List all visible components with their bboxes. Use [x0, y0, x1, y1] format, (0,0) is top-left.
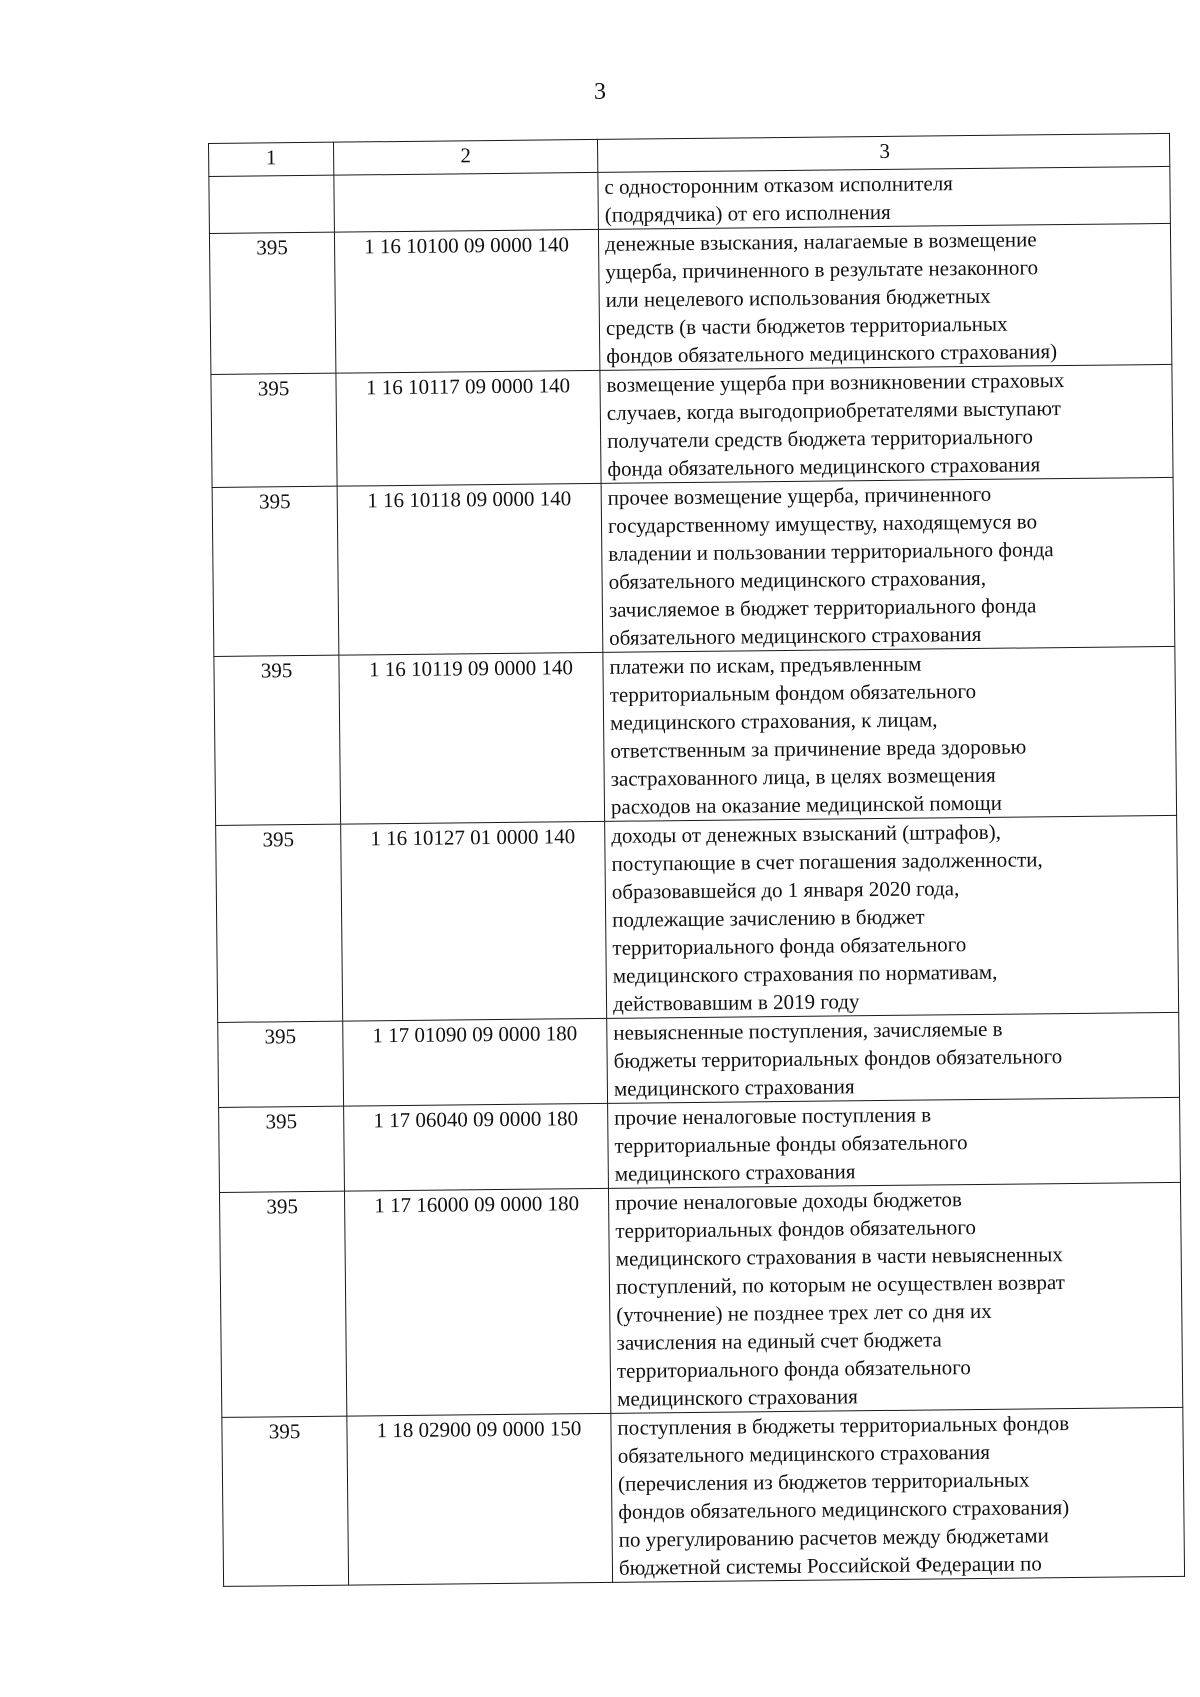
admin-code-cell: 395: [222, 1416, 349, 1586]
description-line: зачисляемое в бюджет территориального фонда: [608, 593, 1037, 622]
description-line: медицинского страхования в части невыясненных: [615, 1242, 1063, 1271]
description-line: поступающие в счет погашения задолженности,: [611, 847, 1043, 876]
description-line: территориальным фондом обязательного: [609, 678, 977, 707]
description-cell: [607, 1012, 1180, 1103]
description-line: невыясненные поступления, зачисляемые в: [613, 1016, 1003, 1045]
description-line: прочее возмещение ущерба, причиненного: [607, 481, 992, 510]
description-line: обязательного медицинского страхования,: [608, 565, 987, 594]
description-cell: [598, 166, 1171, 229]
table-row: [209, 166, 1171, 233]
table-row: [219, 1182, 1182, 1417]
revenue-codes-table: [208, 133, 1185, 1587]
description-cell: [603, 646, 1177, 821]
table-row: [219, 1097, 1181, 1192]
description-line: медицинского страхования, к лицам,: [609, 707, 938, 735]
description-cell: [608, 1097, 1181, 1188]
admin-code-cell: 395: [218, 1021, 344, 1107]
description-line: возмещение ущерба при возникновении страховых: [606, 368, 1065, 397]
description-line: расходов на оказание медицинской помощи: [610, 790, 1003, 819]
budget-classification-code-cell: 1 16 10117 09 0000 140: [336, 370, 601, 486]
description-line: территориальные фонды обязательного: [614, 1130, 968, 1158]
header-col-3: 3: [597, 133, 1169, 172]
description-line: фондов обязательного медицинского страхования): [606, 339, 1058, 368]
budget-classification-code-cell: 1 16 10118 09 0000 140: [337, 483, 603, 655]
description-line: средств (в части бюджетов территориальных: [605, 311, 1008, 340]
description-line: образовавшейся до 1 января 2020 года,: [611, 876, 960, 904]
budget-classification-code-cell: 1 18 02900 09 0000 150: [347, 1413, 613, 1585]
budget-classification-code-cell: 1 17 06040 09 0000 180: [344, 1103, 609, 1191]
description-line: (подрядчика) от его исполнения: [604, 199, 891, 227]
description-line: случаев, когда выгодоприобретателями выступают: [606, 396, 1062, 425]
description-line: владении и пользовании территориального фонда: [608, 537, 1054, 566]
description-line: медицинского страхования: [617, 1384, 858, 1411]
description-line: бюджеты территориальных фондов обязательного: [613, 1044, 1063, 1073]
table-row: [214, 646, 1177, 825]
description-cell: [608, 1182, 1182, 1413]
table-row: [222, 1407, 1185, 1586]
description-line: по урегулированию расчетов между бюджетами: [618, 1523, 1049, 1552]
description-line: обязательного медицинского страхования: [617, 1439, 991, 1468]
description-line: поступлений, по которым не осуществлен возврат: [615, 1270, 1065, 1299]
description-line: получатели средств бюджета территориального: [607, 424, 1034, 453]
description-line: территориального фонда обязательного: [612, 932, 967, 960]
budget-classification-code-cell: 1 16 10100 09 0000 140: [334, 229, 599, 373]
description-line: государственному имуществу, находящемуся во: [607, 509, 1038, 538]
description-line: с односторонним отказом исполнителя: [604, 171, 954, 199]
description-line: (перечисления из бюджетов территориальных: [617, 1467, 1030, 1496]
admin-code-cell: 395: [219, 1106, 345, 1192]
table-row: [218, 1012, 1180, 1107]
header-col-1: 1: [209, 142, 334, 176]
admin-code-cell: 395: [216, 824, 343, 1022]
table-row: [216, 815, 1179, 1022]
description-line: подлежащие зачислению в бюджет: [612, 904, 925, 932]
description-line: прочие неналоговые доходы бюджетов: [614, 1187, 962, 1215]
description-line: денежные взыскания, налагаемые в возмещение: [604, 227, 1037, 256]
admin-code-cell: 395: [219, 1191, 346, 1417]
description-line: медицинского страхования: [613, 1074, 855, 1101]
admin-code-cell: [209, 175, 335, 233]
budget-classification-code-cell: [334, 172, 599, 232]
page-number: 3: [594, 79, 606, 105]
table-body: [209, 166, 1185, 1586]
budget-classification-code-cell: 1 16 10127 01 0000 140: [341, 821, 607, 1021]
description-line: бюджетной системы Российской Федерации по: [618, 1551, 1042, 1580]
description-line: зачисления на единый счет бюджета: [616, 1327, 942, 1355]
description-line: застрахованного лица, в целях возмещения: [610, 762, 996, 791]
description-line: доходы от денежных взысканий (штрафов),: [611, 819, 1002, 848]
admin-code-cell: 395: [209, 232, 335, 374]
description-line: территориального фонда обязательного: [616, 1355, 971, 1383]
budget-classification-code-cell: 1 17 01090 09 0000 180: [343, 1018, 608, 1106]
description-line: медицинского страхования по нормативам,: [612, 959, 998, 988]
description-line: фонда обязательного медицинского страхования: [607, 452, 1041, 481]
description-cell: [605, 815, 1179, 1018]
budget-classification-code-cell: 1 17 16000 09 0000 180: [344, 1188, 610, 1416]
description-cell: [598, 223, 1171, 370]
description-line: или нецелевого использования бюджетных: [605, 283, 991, 312]
table-row: [209, 223, 1171, 374]
budget-classification-code-cell: 1 16 10119 09 0000 140: [339, 652, 605, 824]
description-line: поступления в бюджеты территориальных фондов: [617, 1411, 1070, 1440]
description-cell: [600, 364, 1173, 483]
header-col-2: 2: [333, 139, 597, 175]
description-line: ущерба, причиненного в результате незаконного: [605, 255, 1039, 284]
description-cell: [601, 477, 1175, 652]
description-line: обязательного медицинского страхования: [609, 621, 982, 650]
table-row: [211, 364, 1173, 487]
description-line: медицинского страхования: [614, 1159, 856, 1186]
admin-code-cell: 395: [211, 373, 337, 487]
description-line: фондов обязательного медицинского страхования): [618, 1495, 1070, 1524]
description-line: платежи по искам, предъявленным: [609, 651, 922, 679]
table-row: [212, 477, 1175, 656]
description-line: (уточнение) не позднее трех лет со дня их: [616, 1298, 992, 1327]
description-line: территориальных фондов обязательного: [615, 1215, 977, 1243]
admin-code-cell: 395: [214, 655, 341, 825]
description-line: действовавшим в 2019 году: [612, 989, 860, 1016]
description-line: ответственным за причинение вреда здоровью: [610, 734, 1027, 763]
admin-code-cell: 395: [212, 486, 339, 656]
description-line: прочие неналоговые поступления в: [614, 1102, 932, 1130]
description-cell: [611, 1407, 1185, 1582]
